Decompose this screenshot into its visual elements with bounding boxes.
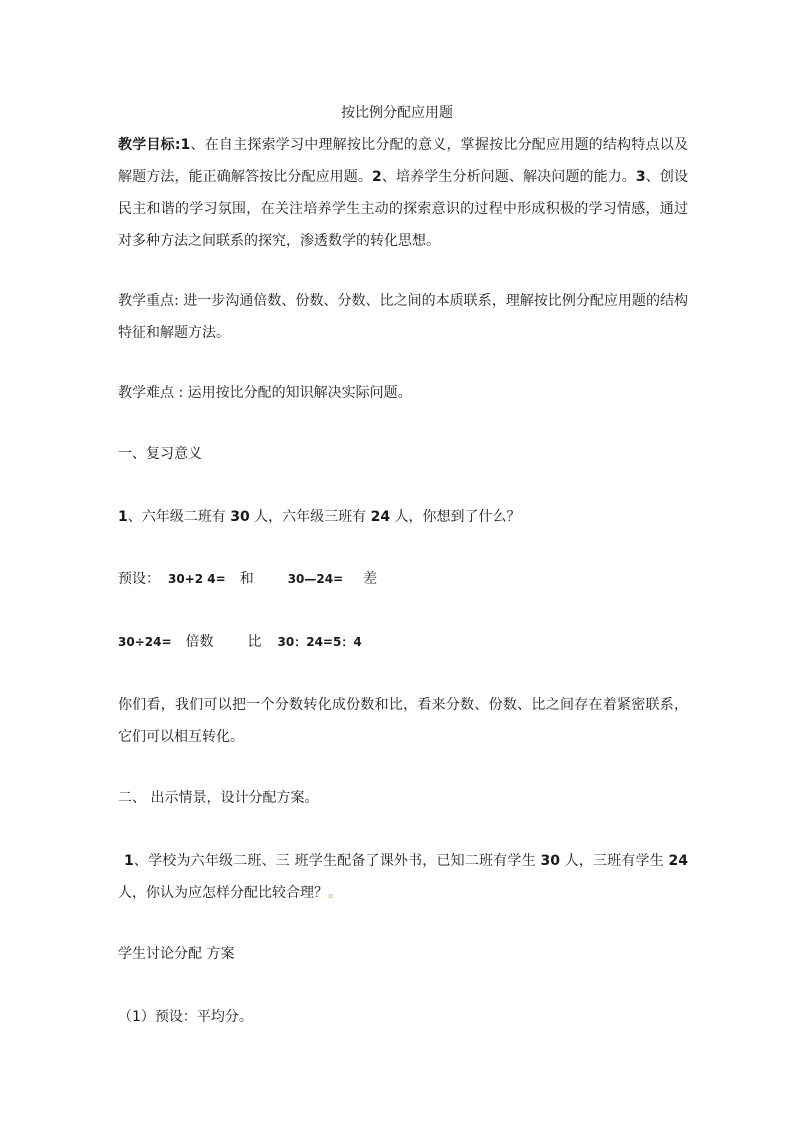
question-2-mark: 。 xyxy=(328,885,342,901)
preset-expression-difference: 30—24= xyxy=(287,572,344,586)
discussion-line: 学生讨论分配 方案 xyxy=(118,946,235,962)
question-1-number: 1 xyxy=(118,509,128,525)
ratio-word-ratio: 比 xyxy=(247,634,262,650)
question-1-value-2: 24 xyxy=(370,509,391,525)
question-2-text-b: 人，三班有学生 xyxy=(564,853,664,869)
preset-word-difference: 差 xyxy=(363,571,378,587)
question-2-number: 1 xyxy=(124,853,134,869)
ratio-expression-ratio: 30：24=5：4 xyxy=(277,635,362,649)
preset-2-number: （1） xyxy=(118,1009,155,1025)
ratio-word-multiple: 倍数 xyxy=(185,634,214,650)
key-points-paragraph: 教学重点: 进一步沟通倍数、份数、分数、比之间的本质联系，理解按比例分配应用题的结构特征和解题方法。 xyxy=(118,293,688,341)
preset-2-text: 预设：平均分。 xyxy=(154,1009,253,1025)
ratio-line xyxy=(118,626,688,658)
question-2 xyxy=(118,845,688,909)
objective-number-2: 2 xyxy=(372,169,382,185)
question-1-text-b: 人，六年级三班有 xyxy=(254,509,367,525)
section-heading-review: 一、复习意义 xyxy=(118,446,202,462)
objective-number-1: 1 xyxy=(180,137,191,153)
ratio-expression-division: 30÷24= xyxy=(118,635,172,649)
question-2-text-a: 、学校为六年级二班、三 班学生配备了课外书，已知二班有学生 xyxy=(133,853,536,869)
preset-line xyxy=(118,563,688,595)
question-1-text-c: 人，你想到了什么？ xyxy=(394,509,521,525)
difficulties-paragraph: 教学难点 : 运用按比分配的知识解决实际问题。 xyxy=(118,385,412,401)
objectives-paragraph xyxy=(118,129,688,257)
page-title: 按比例分配应用题 xyxy=(341,105,453,121)
preset-word-sum: 和 xyxy=(239,571,254,587)
question-2-value-2: 24 xyxy=(668,853,689,869)
objectives-colon: : xyxy=(174,137,181,153)
question-2-value-1: 30 xyxy=(540,853,560,869)
section-heading-scenario: 二、 出示情景，设计分配方案。 xyxy=(118,790,319,806)
objectives-label: 教学目标 xyxy=(118,137,175,153)
objective-number-3: 3 xyxy=(635,169,646,185)
question-2-text-c: 人，你认为应怎样分配比较合理？ xyxy=(118,885,328,901)
preset-expression-sum: 30+2 4= xyxy=(168,572,226,586)
objective-text-2: 、培养学生分析问题、解决问题的能力。 xyxy=(381,169,636,185)
question-1 xyxy=(118,501,688,533)
objective-text-1: 、在自主探索学习中理解按比分配的意义，掌握按比分配应用题的结构特点以及解题方法，能正确解答按比分配应用题。 xyxy=(118,137,689,185)
objective-text-3: 、创设民主和谐的学习氛围，在关注培养学生主动的探索意识的过程中形成积极的学习情感，通过对多种方法之间联系的探究，渗透数学的转化思想。 xyxy=(118,169,689,249)
question-1-value-1: 30 xyxy=(230,509,250,525)
preset-2-line xyxy=(118,1001,688,1033)
conversion-paragraph: 你们看，我们可以把一个分数转化成份数和比，看来分数、份数、比之间存在着紧密联系，它们可以相互转化。 xyxy=(118,697,688,745)
preset-label: 预设： xyxy=(118,571,160,587)
question-1-text-a: 、六年级二班有 xyxy=(127,509,226,525)
